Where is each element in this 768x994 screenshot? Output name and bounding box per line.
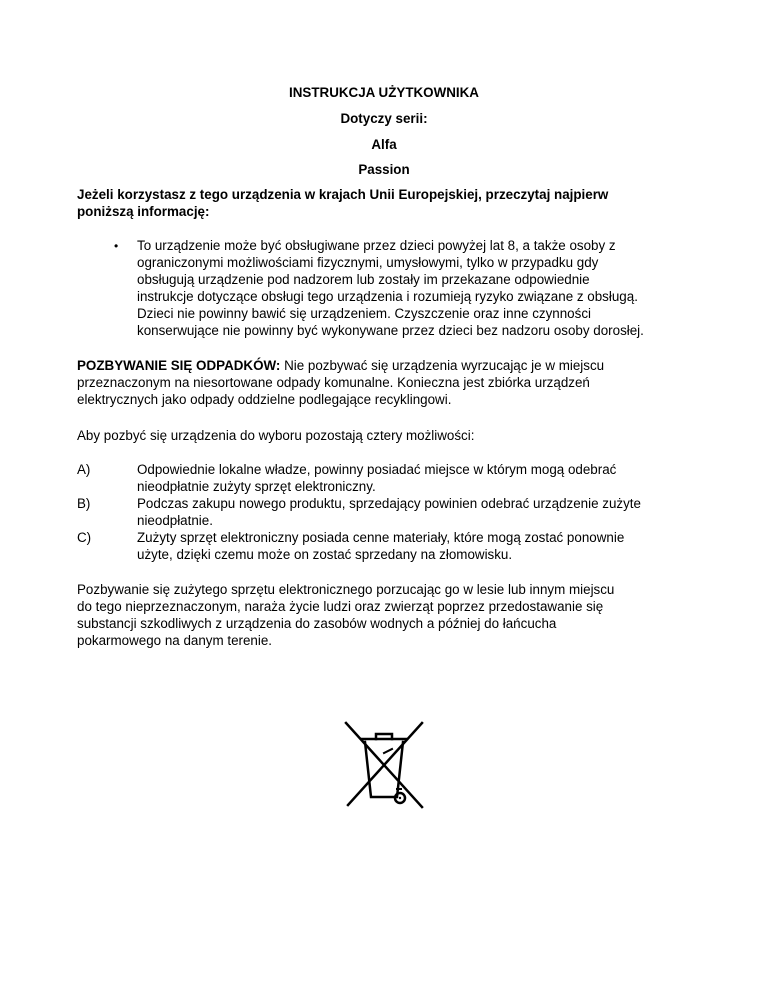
- list-item-b: [77, 495, 717, 529]
- document-subtitle: Dotyczy serii:: [340, 111, 428, 126]
- bullet-line: Dzieci nie powinny bawić się urządzeniem. Czyszczenie oraz inne czynności: [137, 306, 591, 321]
- disposal-text: Nie pozbywać się urządzenia wyrzucając je w miejscu: [280, 358, 605, 373]
- closing-line: substancji szkodliwych z urządzenia do zasobów wodnych a później do łańcucha: [77, 616, 557, 631]
- bullet-line: instrukcje dotyczące obsługi tego urządzenia i rozumieją ryzyko związane z obsługą.: [137, 289, 638, 304]
- disposal-heading: POZBYWANIE SIĘ ODPADKÓW:: [77, 358, 281, 373]
- options-intro: Aby pozbyć się urządzenia do wyboru pozostają cztery możliwości:: [77, 428, 475, 443]
- bullet-marker: •: [114, 239, 119, 253]
- list-line: nieodpłatnie.: [137, 513, 213, 528]
- list-line: Podczas zakupu nowego produktu, sprzedający powinien odebrać urządzenie zużyte: [137, 496, 641, 511]
- list-item-a: [77, 461, 717, 495]
- intro-line: poniższą informację:: [77, 204, 210, 219]
- bullet-line: To urządzenie może być obsługiwane przez dzieci powyżej lat 8, a także osoby z: [137, 238, 616, 253]
- bullet-line: ograniczonymi możliwościami fizycznymi, umysłowymi, tylko w przypadku gdy: [137, 255, 599, 270]
- list-marker: A): [77, 462, 91, 477]
- bullet-line: konserwujące nie powinny być wykonywane przez dzieci bez nadzoru osoby dorosłej.: [137, 323, 644, 338]
- list-text: [137, 529, 717, 563]
- list-line: użyte, dzięki czemu może on zostać sprzedany na złomowisku.: [137, 547, 513, 562]
- list-text: [137, 461, 717, 495]
- disposal-line: elektrycznych jako odpady oddzielne podlegające recyklingowi.: [77, 392, 452, 407]
- intro-line: Jeżeli korzystasz z tego urządzenia w krajach Unii Europejskiej, przeczytaj najpierw: [77, 187, 609, 202]
- closing-paragraph: [77, 581, 697, 649]
- list-marker: C): [77, 530, 92, 545]
- bullet-paragraph: [137, 237, 697, 339]
- list-line: Zużyty sprzęt elektroniczny posiada cenne materiały, które mogą zostać ponownie: [137, 530, 625, 545]
- list-marker: B): [77, 496, 91, 511]
- list-line: Odpowiednie lokalne władze, powinny posiadać miejsce w którym mogą odebrać: [137, 462, 617, 477]
- closing-line: pokarmowego na danym terenie.: [77, 633, 273, 648]
- list-text: [137, 495, 717, 529]
- intro-paragraph: [77, 186, 697, 220]
- crossed-out-wheeled-bin-icon: [342, 719, 426, 811]
- series-alfa: Alfa: [371, 137, 397, 152]
- disposal-line: przeznaczonym na niesortowane odpady komunalne. Konieczna jest zbiórka urządzeń: [77, 375, 590, 390]
- document-title: INSTRUKCJA UŻYTKOWNIKA: [289, 85, 479, 100]
- closing-line: do tego nieprzeznaczonym, naraża życie ludzi oraz zwierząt poprzez przedostawanie się: [77, 599, 604, 614]
- disposal-line: [77, 357, 697, 374]
- list-item-c: [77, 529, 717, 563]
- list-line: nieodpłatnie zużyty sprzęt elektroniczny.: [137, 479, 376, 494]
- bullet-line: obsługują urządzenie pod nadzorem lub zostały im przekazane odpowiednie: [137, 272, 590, 287]
- series-passion: Passion: [358, 162, 410, 177]
- closing-line: Pozbywanie się zużytego sprzętu elektronicznego porzucając go w lesie lub innym miejscu: [77, 582, 615, 597]
- disposal-paragraph: [77, 357, 697, 408]
